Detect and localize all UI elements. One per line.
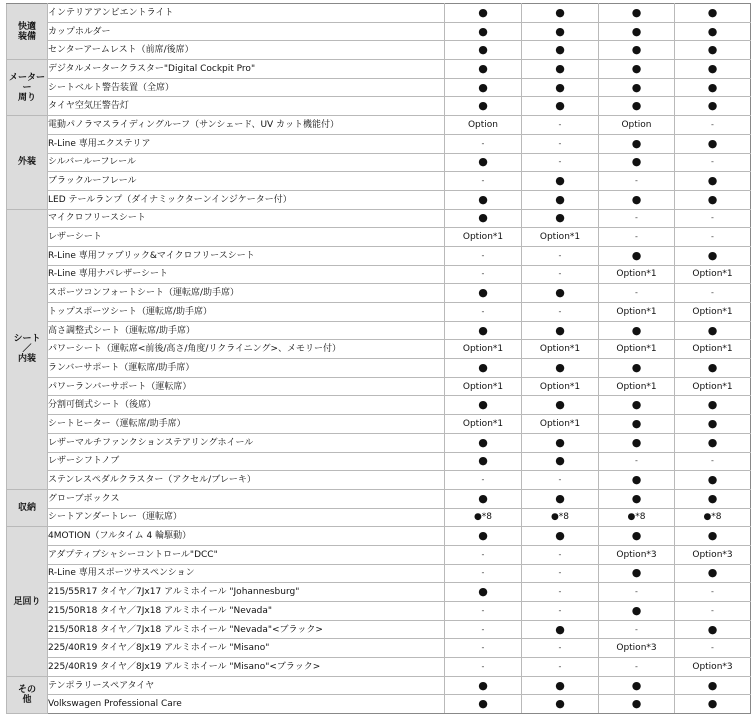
value-cell: ●: [522, 78, 599, 97]
value-cell: ●: [445, 41, 522, 60]
value-cell: ●: [675, 190, 751, 209]
category-cell: 収納: [7, 489, 48, 526]
value-cell: ●: [675, 676, 751, 695]
table-row: [7, 228, 751, 247]
feature-cell: シートベルト警告装置（全席）: [48, 78, 445, 97]
feature-cell: 4MOTION（フルタイム 4 輪駆動）: [48, 527, 445, 546]
value-cell: Option*1: [445, 340, 522, 359]
value-cell: ●: [445, 190, 522, 209]
value-cell: Option*1: [522, 415, 599, 434]
value-cell: ●: [522, 620, 599, 639]
value-cell: ●: [599, 602, 675, 621]
table-row: [7, 340, 751, 359]
value-cell: Option: [445, 116, 522, 135]
feature-cell: スポーツコンフォートシート（運転席/助手席）: [48, 284, 445, 303]
spec-table: [6, 3, 751, 714]
value-cell: ●: [445, 452, 522, 471]
table-row: [7, 303, 751, 322]
value-cell: ●: [675, 321, 751, 340]
value-cell: -: [675, 228, 751, 247]
feature-cell: R-Line 専用ファブリック&マイクロフリースシート: [48, 246, 445, 265]
value-cell: ●: [445, 489, 522, 508]
value-cell: ●: [675, 22, 751, 41]
table-row: [7, 658, 751, 677]
value-cell: -: [599, 620, 675, 639]
value-cell: ●: [522, 676, 599, 695]
table-row: [7, 602, 751, 621]
value-cell: ●: [599, 321, 675, 340]
value-cell: Option*3: [599, 545, 675, 564]
value-cell: -: [599, 284, 675, 303]
value-cell: ●: [599, 190, 675, 209]
feature-cell: Volkswagen Professional Care: [48, 695, 445, 714]
value-cell: Option*3: [599, 639, 675, 658]
feature-cell: シートヒーター（運転席/助手席）: [48, 415, 445, 434]
value-cell: ●: [599, 153, 675, 172]
table-row: [7, 377, 751, 396]
value-cell: Option*1: [445, 415, 522, 434]
feature-cell: アダプティブシャシーコントロール"DCC": [48, 545, 445, 564]
feature-cell: タイヤ空気圧警告灯: [48, 97, 445, 116]
table-row: [7, 359, 751, 378]
category-cell: 足回り: [7, 527, 48, 677]
value-cell: ●*8: [599, 508, 675, 527]
value-cell: -: [599, 583, 675, 602]
value-cell: ●: [599, 433, 675, 452]
table-row: [7, 284, 751, 303]
category-cell: 快適 装備: [7, 4, 48, 60]
feature-cell: R-Line 専用エクステリア: [48, 134, 445, 153]
value-cell: ●: [599, 41, 675, 60]
value-cell: ●: [445, 97, 522, 116]
value-cell: -: [445, 545, 522, 564]
value-cell: ●: [675, 359, 751, 378]
value-cell: ●: [445, 676, 522, 695]
feature-cell: シルバールーフレール: [48, 153, 445, 172]
table-row: [7, 396, 751, 415]
value-cell: ●: [522, 97, 599, 116]
value-cell: Option*1: [675, 303, 751, 322]
value-cell: ●: [599, 359, 675, 378]
value-cell: -: [522, 545, 599, 564]
feature-cell: ステンレスペダルクラスター（アクセル/ブレーキ）: [48, 471, 445, 490]
value-cell: ●: [675, 695, 751, 714]
value-cell: ●: [599, 695, 675, 714]
value-cell: -: [445, 658, 522, 677]
value-cell: -: [522, 639, 599, 658]
value-cell: ●: [445, 78, 522, 97]
value-cell: -: [445, 639, 522, 658]
value-cell: ●: [445, 433, 522, 452]
value-cell: Option*1: [445, 228, 522, 247]
value-cell: Option*1: [522, 377, 599, 396]
value-cell: -: [522, 602, 599, 621]
value-cell: Option*1: [599, 377, 675, 396]
value-cell: Option*1: [675, 377, 751, 396]
value-cell: ●: [445, 527, 522, 546]
value-cell: ●: [675, 4, 751, 23]
value-cell: Option: [599, 116, 675, 135]
feature-cell: カップホルダー: [48, 22, 445, 41]
value-cell: ●: [522, 433, 599, 452]
value-cell: ●: [675, 471, 751, 490]
table-row: [7, 545, 751, 564]
feature-cell: インテリアアンビエントライト: [48, 4, 445, 23]
table-row: [7, 452, 751, 471]
table-row: [7, 527, 751, 546]
value-cell: -: [522, 116, 599, 135]
table-row: [7, 78, 751, 97]
table-row: [7, 246, 751, 265]
value-cell: -: [675, 583, 751, 602]
value-cell: ●: [599, 676, 675, 695]
value-cell: ●: [599, 564, 675, 583]
value-cell: -: [675, 639, 751, 658]
value-cell: -: [445, 134, 522, 153]
value-cell: Option*1: [445, 377, 522, 396]
value-cell: -: [675, 602, 751, 621]
category-cell: 外装: [7, 116, 48, 209]
value-cell: ●: [599, 246, 675, 265]
feature-cell: シートアンダートレー（運転席）: [48, 508, 445, 527]
value-cell: -: [675, 209, 751, 228]
value-cell: ●: [445, 359, 522, 378]
value-cell: ●: [599, 60, 675, 79]
value-cell: ●: [445, 695, 522, 714]
table-row: [7, 321, 751, 340]
value-cell: ●: [522, 209, 599, 228]
value-cell: Option*1: [522, 340, 599, 359]
value-cell: ●: [675, 60, 751, 79]
value-cell: ●: [522, 284, 599, 303]
feature-cell: 高さ調整式シート（運転席/助手席）: [48, 321, 445, 340]
value-cell: ●: [675, 396, 751, 415]
value-cell: ●: [445, 321, 522, 340]
value-cell: -: [675, 116, 751, 135]
value-cell: ●: [445, 153, 522, 172]
value-cell: -: [522, 153, 599, 172]
value-cell: ●: [599, 471, 675, 490]
feature-cell: ブラックルーフレール: [48, 172, 445, 191]
value-cell: -: [675, 153, 751, 172]
table-row: [7, 583, 751, 602]
value-cell: Option*1: [675, 340, 751, 359]
table-row: [7, 134, 751, 153]
feature-cell: R-Line 専用ナパレザーシート: [48, 265, 445, 284]
value-cell: Option*3: [675, 545, 751, 564]
table-row: [7, 4, 751, 23]
table-row: [7, 489, 751, 508]
value-cell: -: [599, 452, 675, 471]
feature-cell: 215/50R18 タイヤ／7Jx18 アルミホイール "Nevada": [48, 602, 445, 621]
value-cell: ●: [445, 583, 522, 602]
value-cell: ●*8: [522, 508, 599, 527]
value-cell: -: [445, 265, 522, 284]
value-cell: -: [675, 284, 751, 303]
table-row: [7, 22, 751, 41]
value-cell: ●: [445, 284, 522, 303]
table-row: [7, 116, 751, 135]
value-cell: -: [522, 246, 599, 265]
category-cell: メーター ー 周り: [7, 60, 48, 116]
table-row: [7, 190, 751, 209]
spec-table-body: [7, 4, 751, 714]
value-cell: ●: [599, 134, 675, 153]
value-cell: Option*1: [599, 303, 675, 322]
feature-cell: R-Line 専用スポーツサスペンション: [48, 564, 445, 583]
feature-cell: テンポラリースペアタイヤ: [48, 676, 445, 695]
value-cell: ●: [599, 396, 675, 415]
feature-cell: トップスポーツシート（運転席/助手席）: [48, 303, 445, 322]
value-cell: ●: [675, 433, 751, 452]
value-cell: ●: [675, 620, 751, 639]
value-cell: ●: [599, 78, 675, 97]
table-row: [7, 172, 751, 191]
feature-cell: デジタルメータークラスター"Digital Cockpit Pro": [48, 60, 445, 79]
category-cell: シート ／ 内装: [7, 209, 48, 489]
value-cell: ●: [522, 695, 599, 714]
table-row: [7, 60, 751, 79]
value-cell: ●: [445, 60, 522, 79]
table-row: [7, 265, 751, 284]
value-cell: -: [445, 602, 522, 621]
value-cell: ●: [675, 134, 751, 153]
value-cell: -: [522, 303, 599, 322]
feature-cell: マイクロフリースシート: [48, 209, 445, 228]
value-cell: Option*1: [675, 265, 751, 284]
feature-cell: 215/50R18 タイヤ／7Jx18 アルミホイール "Nevada"<ブラック>: [48, 620, 445, 639]
value-cell: -: [445, 620, 522, 639]
value-cell: -: [445, 172, 522, 191]
feature-cell: パワーランバーサポート（運転席）: [48, 377, 445, 396]
table-row: [7, 620, 751, 639]
value-cell: -: [522, 265, 599, 284]
table-row: [7, 471, 751, 490]
table-row: [7, 41, 751, 60]
value-cell: -: [522, 471, 599, 490]
table-row: [7, 564, 751, 583]
table-row: [7, 695, 751, 714]
feature-cell: パワーシート（運転席<前後/高さ/角度/リクライニング>、メモリー付）: [48, 340, 445, 359]
value-cell: ●: [675, 489, 751, 508]
value-cell: -: [599, 172, 675, 191]
value-cell: -: [522, 583, 599, 602]
table-row: [7, 676, 751, 695]
feature-cell: 分割可倒式シート（後席）: [48, 396, 445, 415]
feature-cell: 225/40R19 タイヤ／8Jx19 アルミホイール "Misano": [48, 639, 445, 658]
value-cell: -: [522, 134, 599, 153]
feature-cell: ランバーサポート（運転席/助手席）: [48, 359, 445, 378]
value-cell: -: [445, 303, 522, 322]
value-cell: ●: [522, 489, 599, 508]
value-cell: ●: [445, 22, 522, 41]
value-cell: -: [445, 564, 522, 583]
value-cell: ●: [675, 527, 751, 546]
value-cell: ●: [675, 41, 751, 60]
feature-cell: 225/40R19 タイヤ／8Jx19 アルミホイール "Misano"<ブラック>: [48, 658, 445, 677]
value-cell: Option*1: [522, 228, 599, 247]
value-cell: Option*1: [599, 340, 675, 359]
value-cell: ●: [675, 564, 751, 583]
value-cell: ●: [522, 359, 599, 378]
table-row: [7, 433, 751, 452]
value-cell: ●: [445, 396, 522, 415]
feature-cell: レザーシート: [48, 228, 445, 247]
value-cell: ●: [675, 97, 751, 116]
value-cell: ●: [599, 97, 675, 116]
table-row: [7, 415, 751, 434]
value-cell: -: [599, 658, 675, 677]
value-cell: -: [522, 564, 599, 583]
value-cell: ●: [522, 41, 599, 60]
table-row: [7, 508, 751, 527]
value-cell: ●: [599, 489, 675, 508]
value-cell: Option*3: [675, 658, 751, 677]
value-cell: Option*1: [599, 265, 675, 284]
value-cell: -: [675, 452, 751, 471]
value-cell: ●: [675, 415, 751, 434]
value-cell: ●: [522, 172, 599, 191]
value-cell: -: [599, 209, 675, 228]
value-cell: ●: [522, 22, 599, 41]
value-cell: ●: [445, 4, 522, 23]
value-cell: ●: [522, 4, 599, 23]
value-cell: ●: [599, 4, 675, 23]
value-cell: -: [445, 471, 522, 490]
feature-cell: レザーシフトノブ: [48, 452, 445, 471]
feature-cell: 215/55R17 タイヤ／7Jx17 アルミホイール "Johannesburg": [48, 583, 445, 602]
table-row: [7, 97, 751, 116]
category-cell: その 他: [7, 676, 48, 713]
value-cell: ●: [675, 172, 751, 191]
value-cell: ●: [599, 415, 675, 434]
value-cell: ●*8: [445, 508, 522, 527]
table-row: [7, 209, 751, 228]
feature-cell: レザーマルチファンクションステアリングホイール: [48, 433, 445, 452]
value-cell: ●: [522, 190, 599, 209]
value-cell: -: [522, 658, 599, 677]
feature-cell: 電動パノラマスライディングルーフ（サンシェード、UV カット機能付）: [48, 116, 445, 135]
value-cell: -: [445, 246, 522, 265]
value-cell: -: [599, 228, 675, 247]
value-cell: ●: [522, 321, 599, 340]
value-cell: ●: [675, 246, 751, 265]
value-cell: ●: [522, 396, 599, 415]
value-cell: ●: [599, 22, 675, 41]
table-row: [7, 153, 751, 172]
feature-cell: LED テールランプ（ダイナミックターンインジケーター付）: [48, 190, 445, 209]
feature-cell: センターアームレスト（前席/後席）: [48, 41, 445, 60]
value-cell: ●: [522, 60, 599, 79]
value-cell: ●: [445, 209, 522, 228]
feature-cell: グローブボックス: [48, 489, 445, 508]
value-cell: ●*8: [675, 508, 751, 527]
value-cell: ●: [522, 527, 599, 546]
value-cell: ●: [675, 78, 751, 97]
value-cell: ●: [599, 527, 675, 546]
table-row: [7, 639, 751, 658]
value-cell: ●: [522, 452, 599, 471]
